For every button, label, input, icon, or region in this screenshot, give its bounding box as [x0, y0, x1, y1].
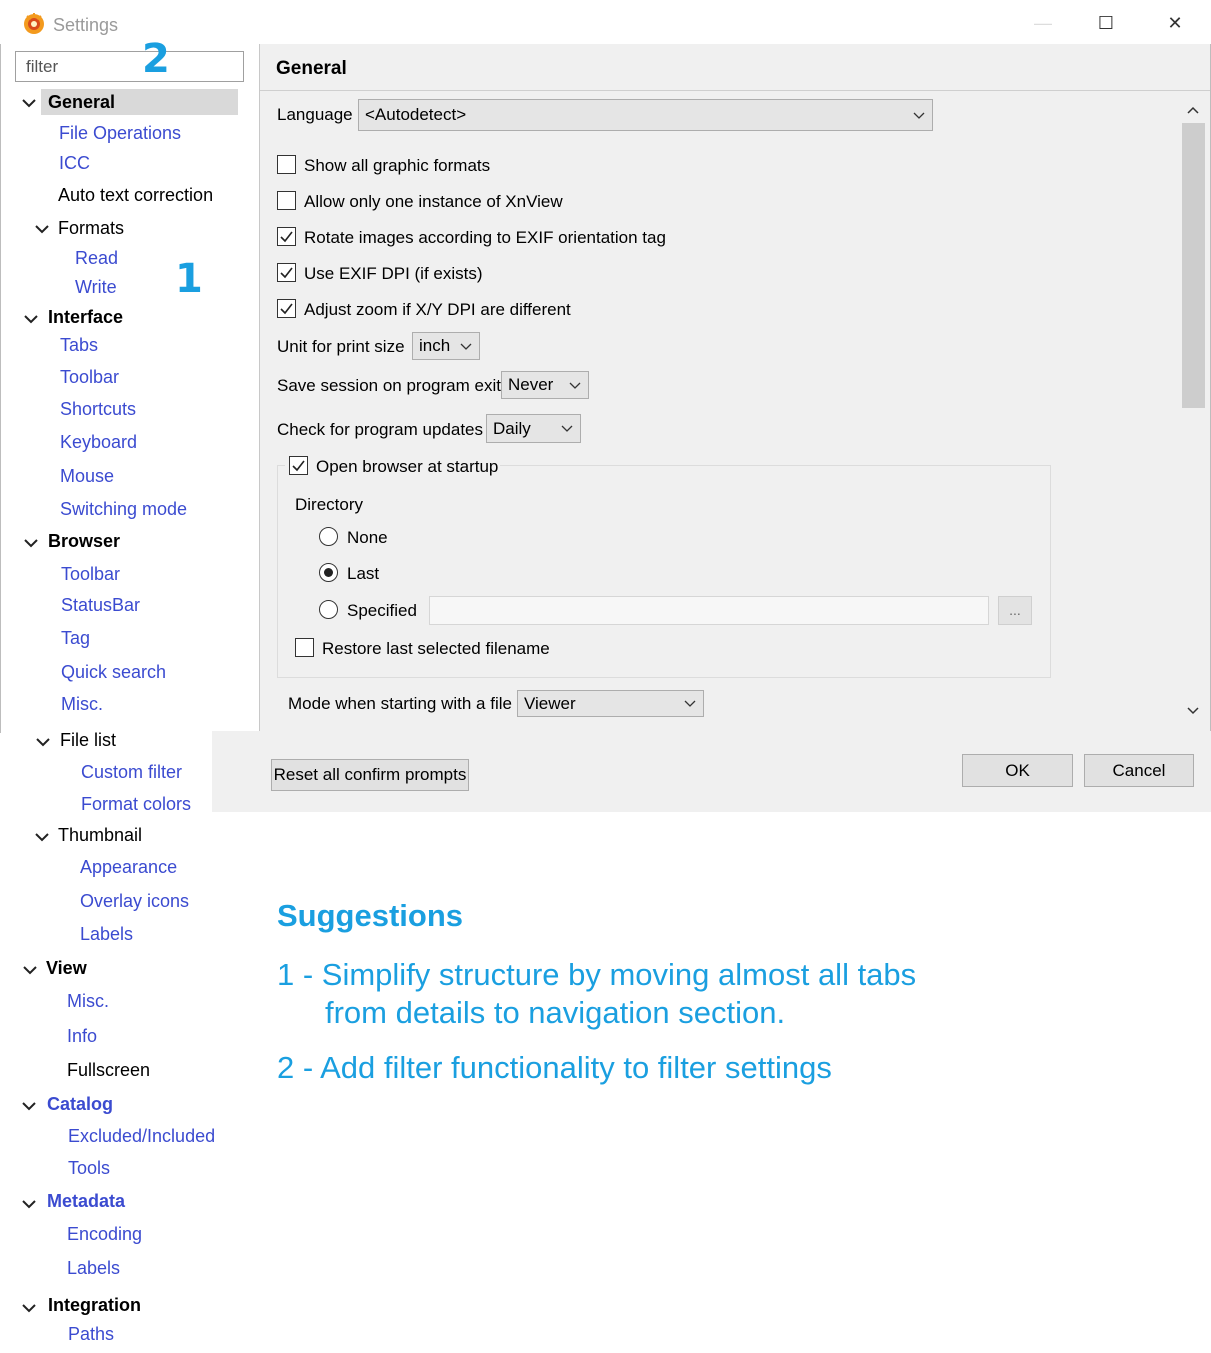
annotation-marker-1: 1 — [175, 256, 203, 302]
tree-item-tag[interactable]: Tag — [61, 628, 91, 648]
suggestion-1-line-2: from details to navigation section. — [325, 995, 786, 1030]
tree-item-statusbar[interactable]: StatusBar — [61, 595, 141, 615]
tree-item-thumbnail[interactable]: Thumbnail — [58, 825, 143, 845]
chevron-down-icon[interactable] — [23, 311, 39, 327]
tree-item-overlay-icons[interactable]: Overlay icons — [80, 891, 190, 911]
tree-item-view-misc[interactable]: Misc. — [67, 991, 109, 1011]
radio-selected-dot — [324, 568, 333, 577]
chevron-down-icon — [912, 100, 926, 130]
directory-specified-label: Specified — [347, 601, 417, 620]
tree-item-fullscreen[interactable]: Fullscreen — [67, 1060, 151, 1080]
checkmark-icon — [291, 458, 306, 473]
tree-item-shortcuts[interactable]: Shortcuts — [60, 399, 137, 419]
mode-start-label: Mode when starting with a file — [288, 694, 512, 713]
chevron-down-icon[interactable] — [23, 535, 39, 551]
checkmark-icon — [279, 265, 294, 280]
mode-value: Viewer — [524, 694, 576, 713]
directory-none-radio[interactable] — [319, 527, 338, 546]
unit-print-size-select[interactable] — [412, 332, 480, 360]
chevron-down-icon[interactable] — [21, 1300, 37, 1316]
language-value: <Autodetect> — [365, 105, 467, 124]
tree-item-paths[interactable]: Paths — [68, 1324, 115, 1344]
scroll-up-icon[interactable] — [1183, 102, 1203, 118]
chevron-down-icon[interactable] — [34, 829, 50, 845]
scroll-down-icon[interactable] — [1183, 703, 1203, 719]
tree-item-keyboard[interactable]: Keyboard — [60, 432, 138, 452]
tree-item-browser[interactable]: Browser — [48, 531, 121, 551]
exif-dpi-label: Use EXIF DPI (if exists) — [304, 264, 483, 283]
show-all-formats-label: Show all graphic formats — [304, 156, 491, 175]
tree-item-browser-toolbar[interactable]: Toolbar — [61, 564, 121, 584]
checkmark-icon — [279, 229, 294, 244]
chevron-down-icon[interactable] — [35, 734, 51, 750]
close-icon: ✕ — [1167, 13, 1183, 33]
one-instance-label: Allow only one instance of XnView — [304, 192, 563, 211]
adjust-zoom-checkbox[interactable] — [277, 299, 296, 318]
reset-confirm-prompts-button[interactable]: Reset all confirm prompts — [271, 759, 469, 791]
chevron-down-icon[interactable] — [21, 95, 37, 111]
window-title: Settings — [53, 15, 119, 35]
tree-item-general[interactable]: General — [48, 92, 116, 112]
tree-item-formats[interactable]: Formats — [58, 218, 125, 238]
check-updates-label: Check for program updates — [277, 420, 483, 439]
open-browser-checkbox[interactable] — [289, 456, 308, 475]
panel-header — [260, 44, 1210, 91]
tree-item-toolbar[interactable]: Toolbar — [60, 367, 120, 387]
check-updates-select[interactable] — [486, 414, 581, 443]
open-browser-label: Open browser at startup — [316, 457, 499, 476]
tree-item-custom-filter[interactable]: Custom filter — [81, 762, 183, 782]
xnview-app-icon — [22, 11, 46, 35]
restore-filename-label: Restore last selected filename — [322, 639, 550, 658]
rotate-exif-checkbox[interactable] — [277, 227, 296, 246]
tree-item-view[interactable]: View — [46, 958, 87, 978]
cancel-button[interactable]: Cancel — [1084, 754, 1194, 787]
tree-item-labels[interactable]: Labels — [80, 924, 134, 944]
ok-button[interactable]: OK — [962, 754, 1073, 787]
close-button[interactable] — [1152, 8, 1198, 38]
chevron-down-icon[interactable] — [22, 962, 38, 978]
chevron-down-icon — [683, 691, 697, 716]
chevron-down-icon[interactable] — [21, 1196, 37, 1212]
directory-last-label: Last — [347, 564, 380, 583]
save-session-select[interactable] — [501, 371, 589, 399]
suggestion-2: 2 - Add filter functionality to filter settings — [277, 1050, 832, 1085]
language-select[interactable] — [358, 99, 933, 131]
tree-item-format-colors[interactable]: Format colors — [81, 794, 192, 814]
tree-item-switching-mode[interactable]: Switching mode — [60, 499, 188, 519]
tree-item-metadata[interactable]: Metadata — [47, 1191, 126, 1211]
tree-item-icc[interactable]: ICC — [59, 153, 90, 173]
chevron-down-icon — [568, 372, 582, 398]
show-all-formats-checkbox[interactable] — [277, 155, 296, 174]
suggestions-title: Suggestions — [277, 898, 464, 933]
tree-item-encoding[interactable]: Encoding — [67, 1224, 143, 1244]
directory-none-label: None — [347, 528, 388, 547]
directory-last-radio[interactable] — [319, 563, 338, 582]
session-value: Never — [508, 375, 554, 394]
restore-filename-checkbox[interactable] — [295, 638, 314, 657]
tree-item-tools[interactable]: Tools — [68, 1158, 111, 1178]
tree-item-file-list[interactable]: File list — [60, 730, 117, 750]
tree-item-auto-text-correction[interactable]: Auto text correction — [58, 185, 214, 205]
rotate-exif-label: Rotate images according to EXIF orientation tag — [304, 228, 666, 247]
mode-start-select[interactable] — [517, 690, 704, 717]
minimize-icon: — — [1034, 13, 1052, 33]
chevron-down-icon — [560, 415, 574, 442]
title-bar — [0, 0, 1211, 44]
tree-item-metadata-labels[interactable]: Labels — [67, 1258, 121, 1278]
tree-item-tabs[interactable]: Tabs — [60, 335, 99, 355]
tree-item-write[interactable]: Write — [75, 277, 117, 297]
tree-item-excluded-included[interactable]: Excluded/Included — [68, 1126, 216, 1146]
tree-item-appearance[interactable]: Appearance — [80, 857, 178, 877]
suggestion-1-line-1: 1 - Simplify structure by moving almost all tabs — [277, 957, 917, 992]
tree-item-info[interactable]: Info — [67, 1026, 98, 1046]
tree-item-file-operations[interactable]: File Operations — [59, 123, 182, 143]
exif-dpi-checkbox[interactable] — [277, 263, 296, 282]
maximize-button[interactable] — [1083, 8, 1129, 38]
adjust-zoom-label: Adjust zoom if X/Y DPI are different — [304, 300, 571, 319]
tree-item-catalog[interactable]: Catalog — [47, 1094, 114, 1114]
language-label: Language — [277, 105, 353, 124]
specified-directory-input[interactable] — [429, 596, 989, 625]
tree-item-quick-search[interactable]: Quick search — [61, 662, 167, 682]
maximize-icon: ☐ — [1097, 13, 1115, 33]
filter-input[interactable] — [15, 51, 244, 82]
one-instance-checkbox[interactable] — [277, 191, 296, 210]
directory-label: Directory — [295, 495, 364, 514]
tree-item-misc[interactable]: Misc. — [61, 694, 103, 714]
scrollbar-thumb[interactable] — [1182, 123, 1205, 408]
browse-button[interactable]: ... — [998, 596, 1032, 625]
unit-value: inch — [419, 336, 451, 355]
tree-item-integration[interactable]: Integration — [48, 1295, 141, 1315]
save-session-label: Save session on program exit — [277, 376, 501, 395]
annotation-marker-2: 2 — [142, 36, 170, 82]
chevron-down-icon[interactable] — [34, 221, 50, 237]
minimize-button[interactable] — [1020, 8, 1066, 38]
tree-item-mouse[interactable]: Mouse — [60, 466, 115, 486]
checkmark-icon — [279, 301, 294, 316]
chevron-down-icon[interactable] — [21, 1098, 37, 1114]
panel-title: General — [276, 58, 347, 79]
tree-item-read[interactable]: Read — [75, 248, 119, 268]
unit-print-size-label: Unit for print size — [277, 337, 405, 356]
directory-specified-radio[interactable] — [319, 600, 338, 619]
updates-value: Daily — [493, 419, 531, 438]
chevron-down-icon — [459, 333, 473, 359]
tree-item-interface[interactable]: Interface — [48, 307, 124, 327]
